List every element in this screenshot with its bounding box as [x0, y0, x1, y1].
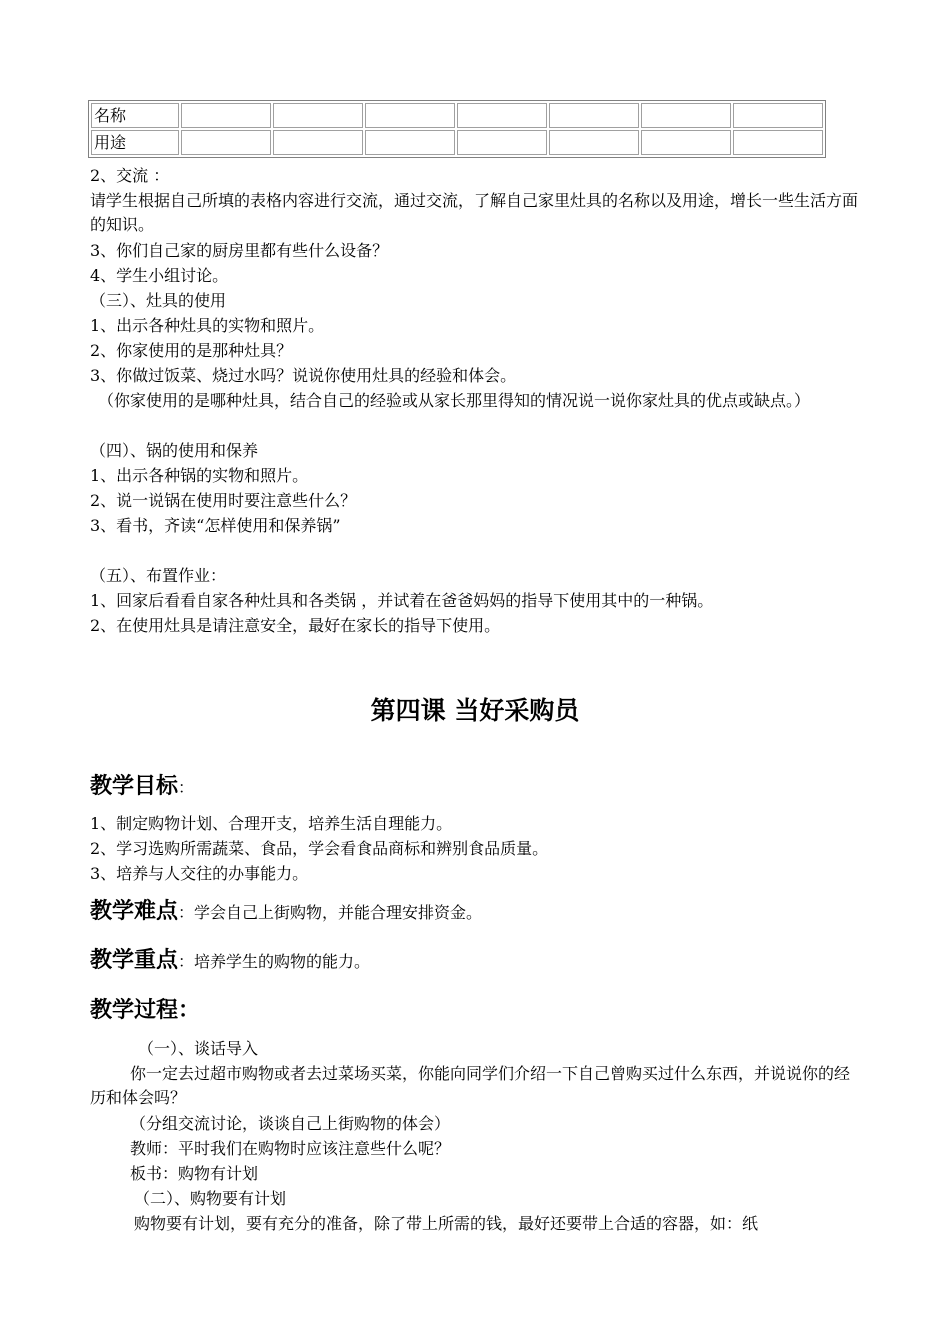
difficulty-heading: [90, 897, 482, 928]
text-paragraph: （你家使用的是哪种灶具，结合自己的经验或从家长那里得知的情况说一说你家灶具的优点或缺点。）: [98, 391, 811, 410]
text-line: 3、看书，齐读“怎样使用和保养锅”: [90, 516, 341, 535]
key-point-heading: [90, 946, 370, 977]
table-cell: [549, 103, 639, 128]
text-line: 3、你做过饭菜、烧过水吗？说说你使用灶具的经验和体会。: [90, 366, 517, 385]
table-cell: [273, 130, 363, 155]
table-cell: [641, 130, 731, 155]
table-cell: [641, 103, 731, 128]
text-line: 2、交流 ：: [90, 166, 170, 185]
table-cell: [365, 103, 455, 128]
text-paragraph: 你一定去过超市购物或者去过菜场买菜，你能向同学们介绍一下自己曾购买过什么东西，并说说你的经历和体会吗？: [90, 1064, 851, 1107]
difficulty-text: ：学会自己上街购物，并能合理安排资金。: [178, 903, 483, 922]
table-cell: [549, 130, 639, 155]
text-paragraph: 请学生根据自己所填的表格内容进行交流，通过交流，了解自己家里灶具的名称以及用途，增长一些生活方面的知识。: [90, 191, 859, 234]
goals-heading: [90, 772, 194, 803]
section-heading: （三）、灶具的使用: [90, 291, 227, 310]
lesson-title: 第四课 当好采购员: [370, 696, 580, 725]
text-line: 2、你家使用的是那种灶具？: [90, 341, 293, 360]
text-line: （分组交流讨论，谈谈自己上街购物的体会）: [130, 1114, 451, 1133]
table-cell: [181, 130, 271, 155]
section-heading: （一）、谈话导入: [138, 1039, 259, 1058]
table-row: [91, 103, 823, 128]
table-cell: [457, 103, 547, 128]
stove-table: [88, 100, 826, 158]
row-label-use: 用途: [91, 130, 179, 155]
table-row: [91, 130, 823, 155]
table-cell: [733, 130, 823, 155]
goal-item: 1、制定购物计划、合理开支，培养生活自理能力。: [90, 814, 453, 833]
text-line: 1、出示各种锅的实物和照片。: [90, 466, 309, 485]
text-line: 1、出示各种灶具的实物和照片。: [90, 316, 325, 335]
key-point-text: ：培养学生的购物的能力。: [178, 952, 371, 971]
goal-item: 2、学习选购所需蔬菜、食品，学会看食品商标和辨别食品质量。: [90, 839, 549, 858]
text-line: 板书：购物有计划: [130, 1164, 259, 1183]
goals-heading-text: 教学目标: [90, 774, 179, 799]
table-cell: [181, 103, 271, 128]
process-heading: 教学过程：: [90, 998, 201, 1023]
difficulty-heading-text: 教学难点: [90, 899, 179, 924]
key-point-heading-text: 教学重点: [90, 948, 179, 973]
text-line: 4、学生小组讨论。: [90, 266, 229, 285]
section-heading: （四）、锅的使用和保养: [90, 441, 259, 460]
text-line: 教师：平时我们在购物时应该注意些什么呢？: [130, 1139, 451, 1158]
text-line: 1、回家后看看自家各种灶具和各类锅 ，并试着在爸爸妈妈的指导下使用其中的一种锅。: [90, 591, 714, 610]
table-cell: [273, 103, 363, 128]
row-label-name: 名称: [91, 103, 179, 128]
text-line: 2、在使用灶具是请注意安全，最好在家长的指导下使用。: [90, 616, 501, 635]
section-heading: （二）、购物要有计划: [134, 1189, 287, 1208]
text-line: 3、你们自己家的厨房里都有些什么设备？: [90, 241, 389, 260]
table-cell: [733, 103, 823, 128]
section-heading: （五）、布置作业：: [90, 566, 227, 585]
goals-colon: ：: [178, 778, 195, 797]
goal-item: 3、培养与人交往的办事能力。: [90, 864, 309, 883]
table-cell: [365, 130, 455, 155]
text-line: 购物要有计划，要有充分的准备，除了带上所需的钱，最好还要带上合适的容器，如：纸: [134, 1214, 759, 1233]
table-cell: [457, 130, 547, 155]
text-line: 2、说一说锅在使用时要注意些什么？: [90, 491, 357, 510]
